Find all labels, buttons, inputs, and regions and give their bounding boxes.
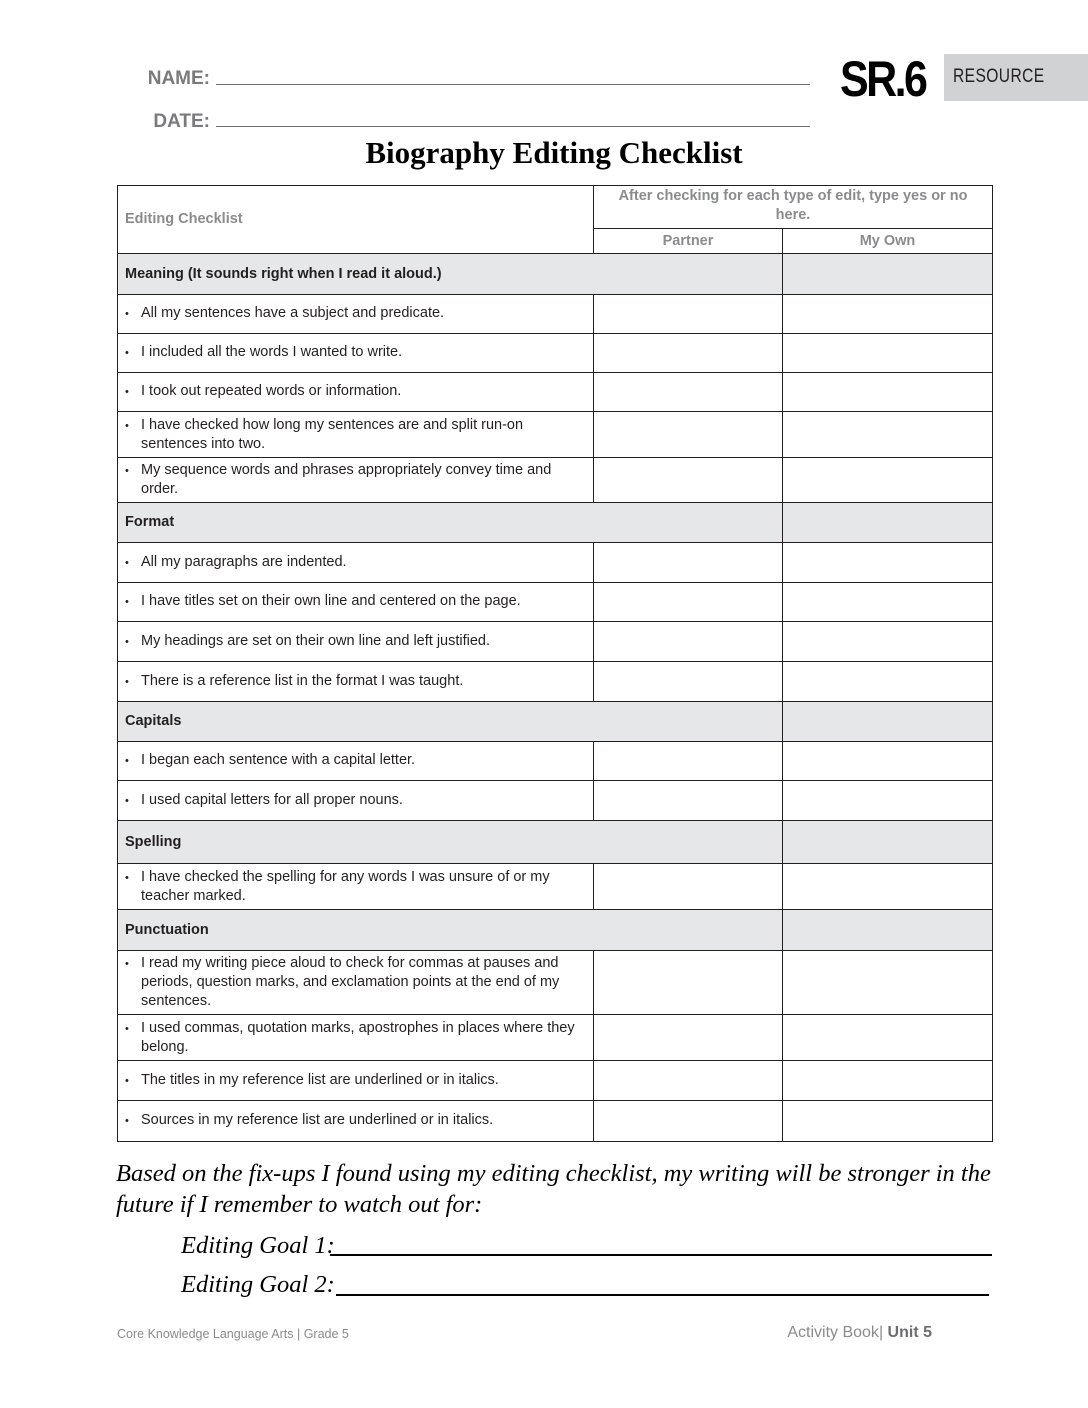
section-row (118, 910, 993, 951)
table-row (118, 622, 993, 662)
editing-goal-2-line[interactable] (336, 1294, 989, 1296)
checklist-item (125, 1071, 586, 1091)
checklist-item (125, 461, 586, 499)
partner-answer-cell[interactable] (594, 662, 783, 702)
checklist-item (125, 553, 586, 573)
bullet-icon: • (125, 465, 129, 477)
editing-goal-1-label: Editing Goal 1: (181, 1232, 335, 1259)
checklist-item (125, 416, 586, 454)
my-own-answer-cell[interactable] (783, 412, 993, 458)
checklist-item (125, 672, 586, 692)
section-blank-cell (783, 702, 993, 742)
my-own-answer-cell[interactable] (783, 458, 993, 503)
table-row (118, 742, 993, 781)
section-title: Meaning (It sounds right when I read it aloud.) (118, 254, 783, 295)
checklist-item-text: I have checked the spelling for any words I was unsure of or my teacher marked. (141, 868, 550, 904)
checklist-item-text: All my paragraphs are indented. (141, 553, 347, 570)
partner-answer-cell[interactable] (594, 458, 783, 503)
checklist-item-text: I included all the words I wanted to write. (141, 344, 403, 360)
checklist-item-cell (118, 295, 594, 334)
bullet-icon: • (125, 1022, 129, 1035)
my-own-answer-cell[interactable] (783, 1061, 993, 1101)
partner-answer-cell[interactable] (594, 1015, 783, 1061)
section-blank-cell (783, 821, 993, 864)
footer-course: Core Knowledge Language Arts | Grade 5 (117, 1327, 349, 1341)
section-title: Format (118, 503, 783, 543)
my-own-answer-cell[interactable] (783, 295, 993, 334)
checklist-item-text: The titles in my reference list are underlined or in italics. (141, 1071, 499, 1088)
section-blank-cell (783, 254, 993, 295)
my-own-answer-cell[interactable] (783, 951, 993, 1015)
section-row (118, 821, 993, 864)
my-own-answer-cell[interactable] (783, 583, 993, 622)
section-row (118, 702, 993, 742)
table-row (118, 1101, 993, 1142)
bullet-icon: • (125, 419, 129, 432)
table-row (118, 334, 993, 373)
checklist-item-text: All my sentences have a subject and predicate. (141, 305, 445, 321)
section-blank-cell (783, 910, 993, 951)
reflection-prompt: Based on the fix-ups I found using my editing checklist, my writing will be stronger in the future if I remember to watch out for: (116, 1160, 991, 1218)
partner-answer-cell[interactable] (594, 583, 783, 622)
table-row (118, 583, 993, 622)
editing-goal-1-line[interactable] (330, 1254, 992, 1256)
table-row (118, 295, 993, 334)
checklist-item-cell (118, 412, 594, 458)
partner-answer-cell[interactable] (594, 742, 783, 781)
my-own-answer-cell[interactable] (783, 622, 993, 662)
partner-answer-cell[interactable] (594, 295, 783, 334)
my-own-answer-cell[interactable] (783, 781, 993, 821)
bullet-icon: • (125, 1074, 129, 1087)
checklist-item (125, 751, 586, 771)
footer-book (760, 1324, 932, 1342)
resource-label: RESOURCE (953, 66, 1045, 87)
checklist-item (125, 304, 586, 324)
my-own-header: My Own (783, 229, 993, 254)
section-blank-cell (783, 503, 993, 543)
my-own-answer-cell[interactable] (783, 864, 993, 910)
checklist-item-text: I have checked how long my sentences are and split run-on sentences into two. (141, 416, 524, 452)
checklist-item-cell (118, 543, 594, 583)
table-row (118, 543, 993, 583)
editing-checklist-table (117, 185, 993, 1142)
table-row (118, 781, 993, 821)
partner-answer-cell[interactable] (594, 864, 783, 910)
checklist-item-cell (118, 373, 594, 412)
checklist-item-text: There is a reference list in the format I was taught. (141, 672, 464, 689)
table-row (118, 458, 993, 503)
bullet-icon: • (125, 958, 129, 970)
table-row (118, 412, 993, 458)
bullet-icon: • (125, 635, 129, 648)
editing-goal-2-label: Editing Goal 2: (181, 1271, 335, 1298)
date-line[interactable] (216, 126, 810, 127)
my-own-answer-cell[interactable] (783, 1015, 993, 1061)
checklist-item (125, 632, 586, 652)
bullet-icon: • (125, 308, 129, 320)
checklist-item-cell (118, 458, 594, 503)
partner-answer-cell[interactable] (594, 1101, 783, 1142)
partner-answer-cell[interactable] (594, 951, 783, 1015)
checklist-item-cell (118, 742, 594, 781)
checklist-item-text: Sources in my reference list are underlined or in italics. (141, 1112, 494, 1128)
checklist-item (125, 343, 586, 363)
bullet-icon: • (125, 871, 129, 884)
bullet-icon: • (125, 596, 129, 608)
resource-tab (944, 54, 1088, 101)
checklist-item (125, 868, 586, 906)
partner-answer-cell[interactable] (594, 622, 783, 662)
checklist-item-cell (118, 334, 594, 373)
partner-answer-cell[interactable] (594, 543, 783, 583)
date-label: DATE: (153, 111, 210, 132)
checklist-item-text: I used commas, quotation marks, apostrophes in places where they belong. (141, 1019, 575, 1055)
bullet-icon: • (125, 755, 129, 767)
bullet-icon: • (125, 794, 129, 807)
checklist-item-text: I took out repeated words or information. (141, 383, 402, 399)
table-row (118, 662, 993, 702)
my-own-answer-cell[interactable] (783, 543, 993, 583)
partner-answer-cell[interactable] (594, 334, 783, 373)
partner-answer-cell[interactable] (594, 781, 783, 821)
name-label: NAME: (147, 68, 210, 89)
partner-header: Partner (594, 229, 783, 254)
partner-answer-cell[interactable] (594, 373, 783, 412)
bullet-icon: • (125, 1115, 129, 1127)
checklist-item (125, 592, 586, 612)
my-own-answer-cell[interactable] (783, 334, 993, 373)
checklist-item-text: My headings are set on their own line and left justified. (141, 632, 491, 649)
partner-answer-cell[interactable] (594, 412, 783, 458)
checklist-item (125, 791, 586, 811)
checklist-item (125, 1019, 586, 1057)
footer-unit: Unit 5 (887, 1324, 932, 1341)
page-title: Biography Editing Checklist (365, 135, 743, 170)
section-row (118, 254, 993, 295)
my-own-answer-cell[interactable] (783, 742, 993, 781)
resource-code: SR.6 (840, 51, 926, 107)
footer-separator: | (878, 1324, 884, 1341)
bullet-icon: • (125, 347, 129, 359)
checklist-item (125, 382, 586, 402)
checklist-item-cell (118, 1061, 594, 1101)
name-line[interactable] (216, 84, 810, 85)
checklist-item-cell (118, 662, 594, 702)
checklist-item (125, 954, 586, 1011)
table-row (118, 951, 993, 1015)
partner-answer-cell[interactable] (594, 1061, 783, 1101)
editing-checklist-header: Editing Checklist (118, 186, 594, 254)
checklist-item-text: I read my writing piece aloud to check for commas at pauses and periods, question marks, and exclamation points at the end of my sentences. (141, 955, 560, 1009)
checklist-item-cell (118, 583, 594, 622)
checklist-item-text: I used capital letters for all proper nouns. (141, 791, 403, 808)
section-title: Capitals (118, 702, 783, 742)
section-title: Punctuation (118, 910, 783, 951)
my-own-answer-cell[interactable] (783, 662, 993, 702)
table-row (118, 1015, 993, 1061)
checklist-item-text: I have titles set on their own line and centered on the page. (141, 593, 521, 609)
my-own-answer-cell[interactable] (783, 373, 993, 412)
checklist-item-cell (118, 1101, 594, 1142)
table-header-row (118, 186, 993, 229)
checklist-item-cell (118, 622, 594, 662)
checklist-item-cell (118, 864, 594, 910)
footer-book-title: Activity Book (787, 1324, 879, 1341)
table-row (118, 373, 993, 412)
section-title: Spelling (118, 821, 783, 864)
checklist-item-text: I began each sentence with a capital letter. (141, 752, 416, 768)
section-row (118, 503, 993, 543)
checklist-item-cell (118, 1015, 594, 1061)
table-row (118, 1061, 993, 1101)
table-row (118, 864, 993, 910)
bullet-icon: • (125, 556, 129, 569)
checklist-item-text: My sequence words and phrases appropriately convey time and order. (141, 462, 552, 497)
checklist-item-cell (118, 781, 594, 821)
my-own-answer-cell[interactable] (783, 1101, 993, 1142)
checklist-item-cell (118, 951, 594, 1015)
checklist-item (125, 1111, 586, 1131)
yes-no-header: After checking for each type of edit, type yes or no here. (594, 186, 993, 229)
bullet-icon: • (125, 386, 129, 398)
bullet-icon: • (125, 675, 129, 688)
